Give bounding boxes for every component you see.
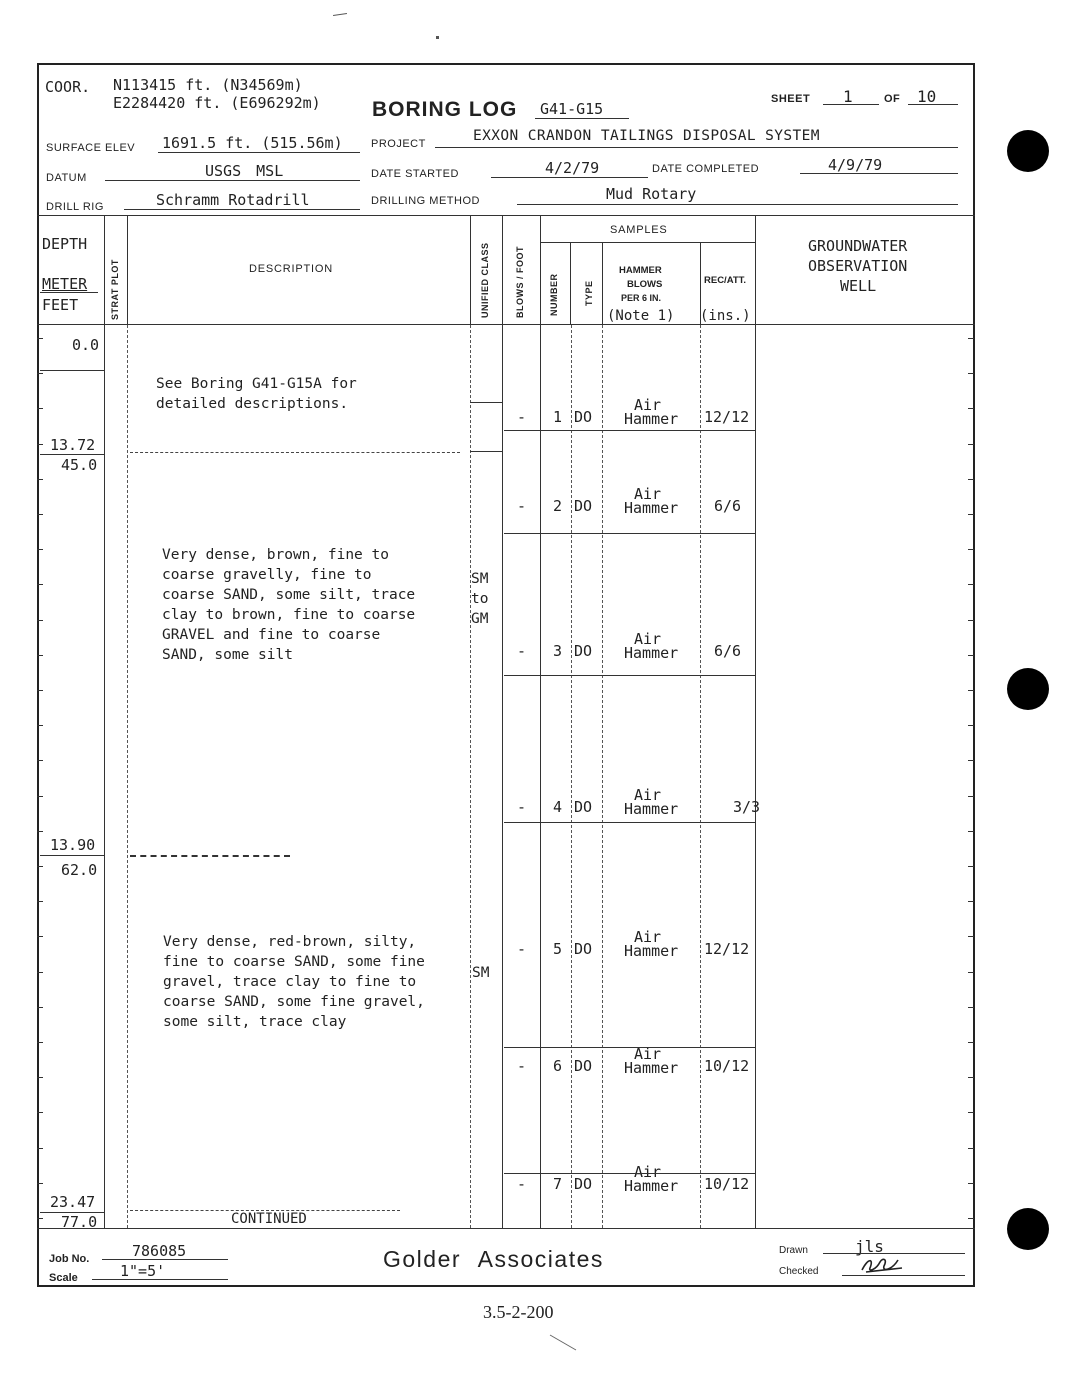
col-number: NUMBER [549, 273, 559, 316]
sample-number: 5 [553, 940, 563, 958]
depth-unit-divider [40, 292, 98, 293]
drilling-method-value: Mud Rotary [606, 185, 697, 203]
sample-hammer-label: Hammer [624, 410, 679, 428]
depth-tick [37, 373, 43, 374]
sample-hammer-air: Air [634, 396, 662, 414]
depth-tick [37, 796, 43, 797]
sample-blows: - [517, 497, 527, 515]
col-meter: METER [42, 275, 88, 293]
col-rec-att: REC/ATT. [704, 275, 747, 286]
col-feet: FEET [42, 296, 79, 314]
sample-row-divider [504, 1047, 756, 1048]
sample-type: DO [574, 798, 593, 816]
project-underline [435, 147, 958, 148]
date-completed-label: DATE COMPLETED [652, 163, 760, 175]
type-col-border [602, 242, 603, 325]
scan-mark [333, 13, 347, 16]
scale-value: 1"=5' [120, 1262, 166, 1280]
sample-recovery: 3/3 [733, 798, 761, 816]
col-type: TYPE [584, 280, 594, 306]
sample-type: DO [574, 1057, 593, 1075]
col-unified-class: UNIFIED CLASS [480, 242, 490, 318]
sample-recovery: 10/12 [704, 1175, 750, 1193]
depth-tick [968, 1218, 974, 1219]
sheet-total-underline [908, 104, 958, 105]
depth-tick [37, 831, 43, 832]
depth-tick [968, 444, 974, 445]
coor-northing: N113415 ft. (N34569m) [113, 76, 303, 94]
depth-tick [968, 408, 974, 409]
strat-marker [40, 370, 104, 371]
scale-underline [92, 1279, 228, 1280]
company-name: Golder Associates [383, 1246, 604, 1272]
sample-hammer-label: Hammer [624, 942, 679, 960]
scale-label: Scale [49, 1272, 78, 1284]
sample-row-divider [504, 430, 756, 431]
depth-tick [968, 972, 974, 973]
depth-tick [37, 866, 43, 867]
col-strat-plot: STRAT PLOT [110, 259, 120, 320]
sample-blows: - [517, 642, 527, 660]
sample-number: 4 [553, 798, 563, 816]
depth-tick [37, 690, 43, 691]
col-well: WELL [840, 277, 877, 295]
unified-class-layer-1: SM to GM [471, 571, 489, 627]
col-description: DESCRIPTION [249, 263, 333, 275]
sample-recovery: 12/12 [704, 940, 750, 958]
depth-tick [37, 408, 43, 409]
class-box-top [470, 402, 502, 403]
sample-row-divider [504, 1173, 756, 1174]
sample-recovery: 6/6 [714, 497, 742, 515]
boring-id-underline [535, 118, 629, 119]
depth-tick [968, 936, 974, 937]
col-depth: DEPTH [42, 235, 88, 253]
depth-tick [968, 514, 974, 515]
depth-tick [968, 1077, 974, 1078]
project-label: PROJECT [371, 138, 426, 150]
depth-tick [37, 584, 43, 585]
depth-boundary-2 [40, 855, 104, 856]
depth-feet-1: 45.0 [61, 456, 98, 474]
surface-elev-label: SURFACE ELEV [46, 142, 136, 154]
layer-boundary-1-class [470, 451, 502, 452]
depth-tick [968, 796, 974, 797]
sample-hammer-label: Hammer [624, 1059, 679, 1077]
coor-label: COOR. [45, 78, 91, 96]
sample-hammer-air: Air [634, 1163, 662, 1181]
description-see-boring: See Boring G41-G15A for detailed descriptions. [156, 376, 357, 412]
sample-number: 6 [553, 1057, 563, 1075]
samples-col-border [755, 215, 756, 1228]
depth-tick [37, 338, 43, 339]
class-col-border [502, 215, 503, 1228]
layer-boundary-2 [130, 855, 290, 857]
surface-elev-underline [158, 152, 360, 153]
depth-tick [37, 1218, 43, 1219]
col-hammer-2: BLOWS [627, 279, 663, 290]
scan-mark [550, 1335, 576, 1351]
depth-tick [37, 655, 43, 656]
col-observation: OBSERVATION [808, 257, 908, 275]
description-layer-2: Very dense, red-brown, silty, fine to coarse SAND, some fine gravel, trace clay to fine to coarse SAND, some fine gravel, some silt, trace clay [163, 934, 425, 1030]
depth-tick [968, 655, 974, 656]
sample-number: 2 [553, 497, 563, 515]
depth-tick [37, 936, 43, 937]
depth-meter-1: 13.72 [50, 436, 96, 454]
sample-hammer-air: Air [634, 485, 662, 503]
depth-meter-2: 13.90 [50, 836, 96, 854]
sample-blows: - [517, 408, 527, 426]
sample-blows: - [517, 1057, 527, 1075]
depth-col-border [104, 215, 105, 1228]
sample-type: DO [574, 642, 593, 660]
depth-tick [37, 479, 43, 480]
checked-label: Checked [779, 1266, 819, 1277]
sample-number: 1 [553, 408, 563, 426]
col-ins: (ins.) [700, 308, 751, 324]
sample-hammer-label: Hammer [624, 800, 679, 818]
drill-rig-underline [124, 209, 360, 210]
sample-number: 3 [553, 642, 563, 660]
depth-tick [968, 690, 974, 691]
datum-value: USGS MSL [205, 162, 284, 180]
job-no-value: 786085 [132, 1242, 187, 1260]
drill-rig-label: DRILL RIG [46, 201, 104, 213]
sample-row-divider [504, 675, 756, 676]
surface-elev-value: 1691.5 ft. (515.56m) [162, 134, 343, 152]
col-note: (Note 1) [607, 308, 675, 324]
sample-hammer-air: Air [634, 786, 662, 804]
strat-col-border-dashed [127, 325, 128, 1228]
date-started-label: DATE STARTED [371, 168, 459, 180]
binder-hole-bottom [1007, 1208, 1049, 1250]
depth-tick [37, 1183, 43, 1184]
sample-row-divider [504, 533, 756, 534]
sample-blows: - [517, 798, 527, 816]
samples-divider [540, 242, 755, 243]
depth-surface: 0.0 [72, 336, 100, 354]
depth-tick [968, 584, 974, 585]
datum-underline [105, 180, 360, 181]
sheet-total: 10 [917, 87, 937, 106]
depth-tick [37, 514, 43, 515]
depth-tick [968, 620, 974, 621]
depth-tick [968, 866, 974, 867]
depth-tick [968, 373, 974, 374]
desc-col-border [470, 215, 471, 325]
drawn-label: Drawn [779, 1245, 808, 1256]
depth-tick [968, 479, 974, 480]
header-divider [37, 215, 975, 216]
col-groundwater: GROUNDWATER [808, 237, 908, 255]
sample-type: DO [574, 1175, 593, 1193]
depth-tick [968, 1042, 974, 1043]
col-hammer-3: PER 6 IN. [621, 293, 662, 303]
date-started-underline [491, 177, 648, 178]
sample-hammer-air: Air [634, 1045, 662, 1063]
sample-number: 7 [553, 1175, 563, 1193]
sample-hammer-label: Hammer [624, 644, 679, 662]
number-col-border-dashed [571, 325, 572, 1228]
continued-label: CONTINUED [231, 1211, 307, 1227]
type-col-border-dashed [602, 325, 603, 1228]
sample-hammer-air: Air [634, 630, 662, 648]
drawn-initials: jls [855, 1237, 884, 1256]
sample-blows: - [517, 1175, 527, 1193]
sample-type: DO [574, 408, 593, 426]
depth-tick [968, 760, 974, 761]
drill-rig-value: Schramm Rotadrill [156, 191, 310, 209]
depth-tick [37, 1112, 43, 1113]
depth-tick [968, 901, 974, 902]
blows-col-border [540, 215, 541, 1228]
sheet-label: SHEET [771, 93, 811, 105]
sample-type: DO [574, 940, 593, 958]
sample-type: DO [574, 497, 593, 515]
project-value: EXXON CRANDON TAILINGS DISPOSAL SYSTEM [473, 128, 820, 144]
depth-tick [968, 831, 974, 832]
drilling-method-label: DRILLING METHOD [371, 195, 480, 207]
depth-feet-2: 62.0 [61, 861, 98, 879]
col-blows-foot: BLOWS / FOOT [515, 246, 525, 318]
column-header-divider [37, 324, 975, 325]
depth-tick [968, 1007, 974, 1008]
footer-divider [37, 1228, 975, 1229]
sample-hammer-label: Hammer [624, 499, 679, 517]
depth-tick [37, 444, 43, 445]
depth-tick [968, 549, 974, 550]
depth-boundary-1 [40, 454, 104, 455]
depth-tick [37, 1077, 43, 1078]
hammer-col-border-dashed [700, 325, 701, 1228]
datum-label: DATUM [46, 172, 87, 184]
depth-meter-3: 23.47 [50, 1193, 96, 1211]
depth-tick [968, 725, 974, 726]
date-started-value: 4/2/79 [545, 159, 600, 177]
sample-recovery: 12/12 [704, 408, 750, 426]
binder-hole-middle [1007, 668, 1049, 710]
job-no-label: Job No. [49, 1253, 90, 1265]
sheet-number-underline [823, 104, 879, 105]
depth-tick [37, 901, 43, 902]
page-number: 3.5-2-200 [483, 1302, 554, 1322]
sample-hammer-label: Hammer [624, 1177, 679, 1195]
boring-id: G41-G15 [540, 100, 604, 118]
sample-blows: - [517, 940, 527, 958]
depth-tick [37, 1007, 43, 1008]
checked-signature [858, 1254, 908, 1276]
scan-mark [436, 36, 439, 39]
sample-hammer-air: Air [634, 928, 662, 946]
depth-tick [968, 1183, 974, 1184]
depth-tick [37, 760, 43, 761]
description-layer-1: Very dense, brown, fine to coarse gravelly, fine to coarse SAND, some silt, trace clay to brown, fine to coarse GRAVEL and fine to coarse SAND, some silt [162, 547, 416, 663]
layer-boundary-1 [130, 452, 460, 453]
depth-tick [968, 1148, 974, 1149]
sheet-number: 1 [843, 87, 853, 106]
col-hammer-1: HAMMER [619, 265, 662, 276]
desc-col-border-dashed [470, 325, 471, 1228]
hammer-col-border [700, 242, 701, 325]
depth-tick [37, 1042, 43, 1043]
depth-tick [37, 725, 43, 726]
checked-underline [842, 1275, 965, 1276]
coor-easting: E2284420 ft. (E696292m) [113, 94, 321, 112]
binder-hole-top [1007, 130, 1049, 172]
sample-row-divider [504, 822, 756, 823]
date-completed-underline [800, 173, 958, 174]
form-title: BORING LOG [372, 98, 518, 121]
sample-recovery: 6/6 [714, 642, 742, 660]
depth-tick [37, 549, 43, 550]
date-completed-value: 4/9/79 [828, 156, 883, 174]
drilling-method-underline [517, 204, 958, 205]
depth-feet-3: 77.0 [61, 1213, 98, 1231]
job-no-underline [102, 1259, 228, 1260]
unified-class-layer-2: SM [472, 965, 490, 981]
sample-recovery: 10/12 [704, 1057, 750, 1075]
strat-col-border [127, 215, 128, 325]
depth-tick [968, 338, 974, 339]
depth-tick [37, 1148, 43, 1149]
depth-tick [37, 972, 43, 973]
col-samples: SAMPLES [610, 224, 668, 236]
of-label: OF [884, 93, 901, 105]
number-col-border [570, 242, 571, 325]
depth-tick [37, 620, 43, 621]
depth-tick [968, 1112, 974, 1113]
